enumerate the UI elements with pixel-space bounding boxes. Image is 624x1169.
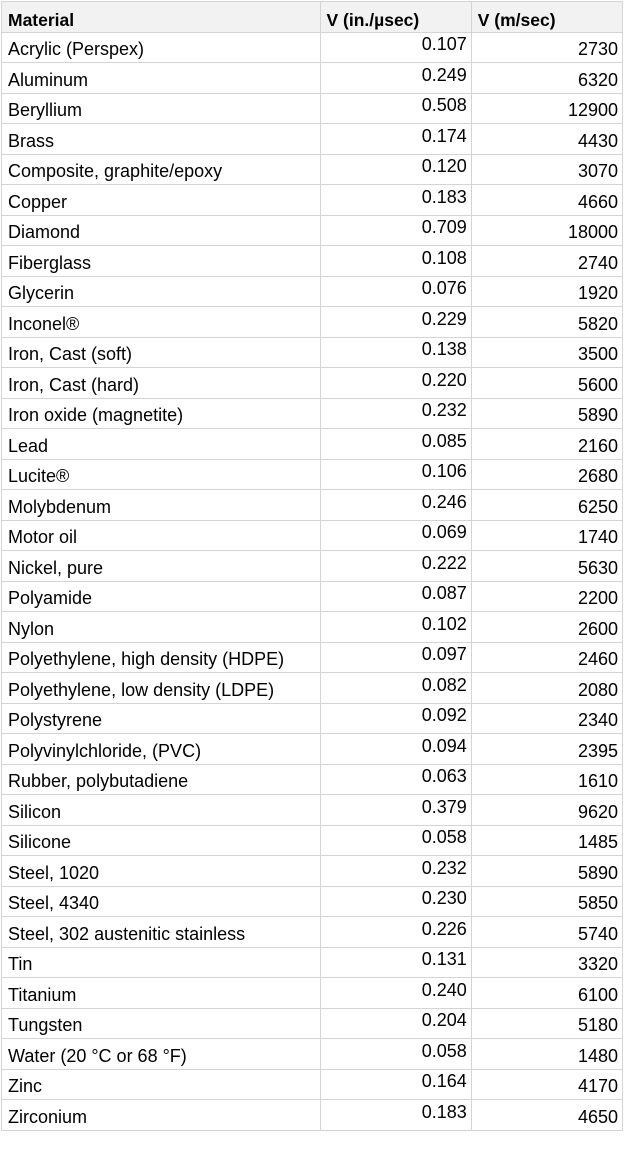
cell-material[interactable]: Rubber, polybutadiene xyxy=(2,764,321,795)
cell-velocity-m-per-sec[interactable]: 1610 xyxy=(471,764,622,795)
cell-material[interactable]: Brass xyxy=(2,124,321,155)
table-row xyxy=(2,612,623,643)
table-row xyxy=(2,368,623,399)
cell-velocity-m-per-sec[interactable]: 2460 xyxy=(471,642,622,673)
cell-velocity-m-per-sec[interactable]: 3070 xyxy=(471,154,622,185)
header-material[interactable]: Material xyxy=(2,2,321,33)
cell-velocity-in-per-usec[interactable]: 0.229 xyxy=(320,307,471,338)
cell-velocity-m-per-sec[interactable]: 1485 xyxy=(471,825,622,856)
cell-velocity-m-per-sec[interactable]: 6320 xyxy=(471,63,622,94)
cell-velocity-in-per-usec[interactable]: 0.232 xyxy=(320,856,471,887)
cell-velocity-m-per-sec[interactable]: 5820 xyxy=(471,307,622,338)
table-row xyxy=(2,398,623,429)
cell-material[interactable]: Molybdenum xyxy=(2,490,321,521)
cell-material[interactable]: Steel, 1020 xyxy=(2,856,321,887)
cell-velocity-in-per-usec[interactable]: 0.092 xyxy=(320,703,471,734)
table-row xyxy=(2,154,623,185)
cell-material[interactable]: Water (20 °C or 68 °F) xyxy=(2,1039,321,1070)
table-row xyxy=(2,1069,623,1100)
cell-material[interactable]: Iron, Cast (hard) xyxy=(2,368,321,399)
cell-velocity-in-per-usec[interactable]: 0.108 xyxy=(320,246,471,277)
cell-material[interactable]: Steel, 4340 xyxy=(2,886,321,917)
cell-velocity-in-per-usec[interactable]: 0.204 xyxy=(320,1008,471,1039)
cell-velocity-m-per-sec[interactable]: 5630 xyxy=(471,551,622,582)
cell-velocity-in-per-usec[interactable]: 0.508 xyxy=(320,93,471,124)
table-row xyxy=(2,1039,623,1070)
cell-material[interactable]: Diamond xyxy=(2,215,321,246)
table-row xyxy=(2,795,623,826)
cell-velocity-in-per-usec[interactable]: 0.087 xyxy=(320,581,471,612)
cell-velocity-m-per-sec[interactable]: 4170 xyxy=(471,1069,622,1100)
cell-velocity-in-per-usec[interactable]: 0.164 xyxy=(320,1069,471,1100)
cell-velocity-m-per-sec[interactable]: 4650 xyxy=(471,1100,622,1131)
cell-velocity-in-per-usec[interactable]: 0.249 xyxy=(320,63,471,94)
cell-velocity-in-per-usec[interactable]: 0.183 xyxy=(320,1100,471,1131)
table-row xyxy=(2,490,623,521)
table-row xyxy=(2,825,623,856)
cell-velocity-in-per-usec[interactable]: 0.069 xyxy=(320,520,471,551)
cell-material[interactable]: Nylon xyxy=(2,612,321,643)
table-row xyxy=(2,429,623,460)
cell-material[interactable]: Aluminum xyxy=(2,63,321,94)
cell-velocity-m-per-sec[interactable]: 1920 xyxy=(471,276,622,307)
cell-velocity-m-per-sec[interactable]: 5740 xyxy=(471,917,622,948)
cell-velocity-m-per-sec[interactable]: 5180 xyxy=(471,1008,622,1039)
cell-material[interactable]: Polyethylene, low density (LDPE) xyxy=(2,673,321,704)
table-row xyxy=(2,276,623,307)
table-row xyxy=(2,581,623,612)
table-row xyxy=(2,978,623,1009)
cell-material[interactable]: Nickel, pure xyxy=(2,551,321,582)
cell-velocity-in-per-usec[interactable]: 0.230 xyxy=(320,886,471,917)
cell-velocity-in-per-usec[interactable]: 0.058 xyxy=(320,1039,471,1070)
cell-velocity-m-per-sec[interactable]: 5600 xyxy=(471,368,622,399)
cell-velocity-m-per-sec[interactable]: 2340 xyxy=(471,703,622,734)
cell-velocity-m-per-sec[interactable]: 3500 xyxy=(471,337,622,368)
cell-velocity-in-per-usec[interactable]: 0.058 xyxy=(320,825,471,856)
cell-material[interactable]: Steel, 302 austenitic stainless xyxy=(2,917,321,948)
table-row xyxy=(2,856,623,887)
table-row xyxy=(2,734,623,765)
cell-velocity-in-per-usec[interactable]: 0.094 xyxy=(320,734,471,765)
cell-material[interactable]: Polyvinylchloride, (PVC) xyxy=(2,734,321,765)
table-row xyxy=(2,917,623,948)
cell-material[interactable]: Glycerin xyxy=(2,276,321,307)
cell-velocity-m-per-sec[interactable]: 5890 xyxy=(471,398,622,429)
table-row xyxy=(2,307,623,338)
table-row xyxy=(2,520,623,551)
cell-material[interactable]: Fiberglass xyxy=(2,246,321,277)
cell-velocity-in-per-usec[interactable]: 0.131 xyxy=(320,947,471,978)
table-body xyxy=(2,32,623,1130)
cell-material[interactable]: Copper xyxy=(2,185,321,216)
cell-material[interactable]: Lucite® xyxy=(2,459,321,490)
cell-material[interactable]: Silicon xyxy=(2,795,321,826)
cell-velocity-m-per-sec[interactable]: 4660 xyxy=(471,185,622,216)
cell-velocity-m-per-sec[interactable]: 2600 xyxy=(471,612,622,643)
cell-velocity-in-per-usec[interactable]: 0.107 xyxy=(320,32,471,63)
cell-velocity-in-per-usec[interactable]: 0.709 xyxy=(320,215,471,246)
cell-material[interactable]: Titanium xyxy=(2,978,321,1009)
cell-velocity-m-per-sec[interactable]: 1480 xyxy=(471,1039,622,1070)
table-row xyxy=(2,215,623,246)
cell-material[interactable]: Polystyrene xyxy=(2,703,321,734)
cell-velocity-m-per-sec[interactable]: 12900 xyxy=(471,93,622,124)
header-velocity-m-per-sec[interactable]: V (m/sec) xyxy=(471,2,622,33)
cell-velocity-in-per-usec[interactable]: 0.246 xyxy=(320,490,471,521)
table-row xyxy=(2,673,623,704)
table-row xyxy=(2,459,623,490)
cell-velocity-m-per-sec[interactable]: 2740 xyxy=(471,246,622,277)
cell-velocity-in-per-usec[interactable]: 0.076 xyxy=(320,276,471,307)
cell-velocity-in-per-usec[interactable]: 0.102 xyxy=(320,612,471,643)
cell-velocity-m-per-sec[interactable]: 2395 xyxy=(471,734,622,765)
cell-velocity-m-per-sec[interactable]: 3320 xyxy=(471,947,622,978)
cell-material[interactable]: Iron, Cast (soft) xyxy=(2,337,321,368)
cell-velocity-in-per-usec[interactable]: 0.183 xyxy=(320,185,471,216)
cell-velocity-m-per-sec[interactable]: 5850 xyxy=(471,886,622,917)
table-row xyxy=(2,63,623,94)
cell-velocity-m-per-sec[interactable]: 5890 xyxy=(471,856,622,887)
header-velocity-in-per-usec[interactable]: V (in./µsec) xyxy=(320,2,471,33)
cell-velocity-m-per-sec[interactable]: 2680 xyxy=(471,459,622,490)
table-row xyxy=(2,703,623,734)
cell-velocity-in-per-usec[interactable]: 0.174 xyxy=(320,124,471,155)
cell-velocity-m-per-sec[interactable]: 6250 xyxy=(471,490,622,521)
cell-velocity-m-per-sec[interactable]: 2730 xyxy=(471,32,622,63)
table-row xyxy=(2,337,623,368)
table-row xyxy=(2,947,623,978)
cell-velocity-m-per-sec[interactable]: 18000 xyxy=(471,215,622,246)
cell-velocity-in-per-usec[interactable]: 0.063 xyxy=(320,764,471,795)
table-row xyxy=(2,1100,623,1131)
cell-material[interactable]: Composite, graphite/epoxy xyxy=(2,154,321,185)
cell-velocity-in-per-usec[interactable]: 0.220 xyxy=(320,368,471,399)
table-row xyxy=(2,642,623,673)
table-row xyxy=(2,93,623,124)
cell-velocity-m-per-sec[interactable]: 2080 xyxy=(471,673,622,704)
cell-velocity-in-per-usec[interactable]: 0.222 xyxy=(320,551,471,582)
cell-velocity-in-per-usec[interactable]: 0.226 xyxy=(320,917,471,948)
cell-velocity-m-per-sec[interactable]: 2200 xyxy=(471,581,622,612)
cell-velocity-in-per-usec[interactable]: 0.232 xyxy=(320,398,471,429)
cell-velocity-in-per-usec[interactable]: 0.097 xyxy=(320,642,471,673)
cell-material[interactable]: Motor oil xyxy=(2,520,321,551)
cell-material[interactable]: Polyamide xyxy=(2,581,321,612)
cell-velocity-in-per-usec[interactable]: 0.240 xyxy=(320,978,471,1009)
cell-material[interactable]: Iron oxide (magnetite) xyxy=(2,398,321,429)
cell-material[interactable]: Zirconium xyxy=(2,1100,321,1131)
cell-velocity-in-per-usec[interactable]: 0.085 xyxy=(320,429,471,460)
cell-material[interactable]: Lead xyxy=(2,429,321,460)
cell-velocity-m-per-sec[interactable]: 9620 xyxy=(471,795,622,826)
table-row xyxy=(2,1008,623,1039)
cell-material[interactable]: Tin xyxy=(2,947,321,978)
cell-material[interactable]: Beryllium xyxy=(2,93,321,124)
table-row xyxy=(2,185,623,216)
table-row xyxy=(2,886,623,917)
material-velocity-table xyxy=(1,1,623,1131)
table-row xyxy=(2,124,623,155)
cell-velocity-in-per-usec[interactable]: 0.082 xyxy=(320,673,471,704)
cell-material[interactable]: Polyethylene, high density (HDPE) xyxy=(2,642,321,673)
cell-material[interactable]: Acrylic (Perspex) xyxy=(2,32,321,63)
cell-velocity-in-per-usec[interactable]: 0.379 xyxy=(320,795,471,826)
cell-velocity-m-per-sec[interactable]: 4430 xyxy=(471,124,622,155)
table-row xyxy=(2,551,623,582)
cell-material[interactable]: Tungsten xyxy=(2,1008,321,1039)
cell-velocity-m-per-sec[interactable]: 2160 xyxy=(471,429,622,460)
table-row xyxy=(2,764,623,795)
table-row xyxy=(2,246,623,277)
cell-velocity-in-per-usec[interactable]: 0.138 xyxy=(320,337,471,368)
header-row xyxy=(2,2,623,33)
cell-material[interactable]: Inconel® xyxy=(2,307,321,338)
cell-velocity-m-per-sec[interactable]: 6100 xyxy=(471,978,622,1009)
cell-velocity-m-per-sec[interactable]: 1740 xyxy=(471,520,622,551)
cell-material[interactable]: Silicone xyxy=(2,825,321,856)
table-row xyxy=(2,32,623,63)
cell-velocity-in-per-usec[interactable]: 0.106 xyxy=(320,459,471,490)
cell-material[interactable]: Zinc xyxy=(2,1069,321,1100)
cell-velocity-in-per-usec[interactable]: 0.120 xyxy=(320,154,471,185)
